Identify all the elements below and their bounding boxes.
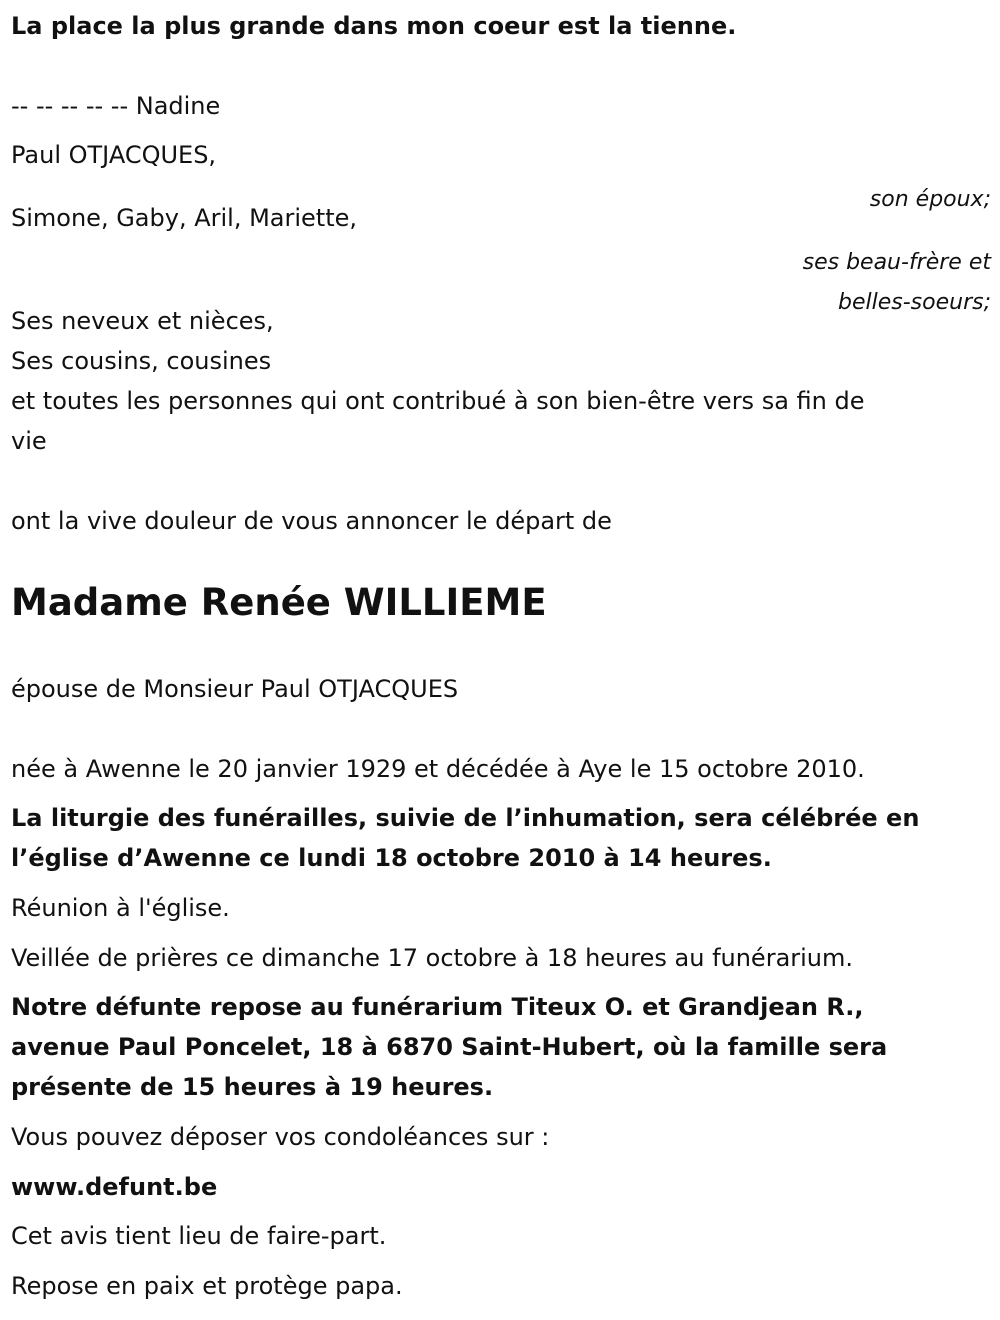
others-line2: vie: [11, 427, 47, 455]
siblings-names: Simone, Gaby, Aril, Mariette,: [11, 204, 358, 232]
deceased-birth-death: née à Awenne le 20 janvier 1929 et décédée à Aye le 15 octobre 2010.: [11, 755, 865, 783]
meeting: Réunion à l'église.: [11, 894, 230, 922]
family-nadine: -- -- -- -- -- Nadine: [11, 92, 221, 120]
closing-farewell: Repose en paix et protège papa.: [11, 1272, 403, 1300]
cousins: Ses cousins, cousines: [11, 347, 272, 375]
siblings-role-line2: belles-soeurs;: [838, 290, 991, 315]
rest-line1: Notre défunte repose au funérarium Titeux O. et Grandjean R.,: [11, 993, 864, 1021]
epigraph: La place la plus grande dans mon coeur est la tienne.: [11, 12, 737, 40]
nephews: Ses neveux et nièces,: [11, 307, 274, 335]
others-line1: et toutes les personnes qui ont contribué à son bien-être vers sa fin de: [11, 387, 865, 415]
condolences-intro: Vous pouvez déposer vos condoléances sur :: [11, 1123, 550, 1151]
deceased-spouse-of: épouse de Monsieur Paul OTJACQUES: [11, 675, 459, 703]
siblings-role-line1: ses beau-frère et: [802, 250, 991, 275]
announcement: ont la vive douleur de vous annoncer le départ de: [11, 507, 612, 535]
vigil: Veillée de prières ce dimanche 17 octobre à 18 heures au funérarium.: [11, 944, 854, 972]
spouse-role: son époux;: [869, 187, 991, 212]
liturgy-line2: l’église d’Awenne ce lundi 18 octobre 2010 à 14 heures.: [11, 844, 772, 872]
rest-line3: présente de 15 heures à 19 heures.: [11, 1073, 494, 1101]
deceased-name: Madame Renée WILLIEME: [11, 581, 547, 624]
closing-notice: Cet avis tient lieu de faire-part.: [11, 1222, 387, 1250]
liturgy-line1: La liturgie des funérailles, suivie de l’inhumation, sera célébrée en: [11, 804, 920, 832]
rest-line2: avenue Paul Poncelet, 18 à 6870 Saint-Hubert, où la famille sera: [11, 1033, 888, 1061]
spouse-name: Paul OTJACQUES,: [11, 141, 217, 169]
condolences-website: www.defunt.be: [11, 1173, 218, 1201]
